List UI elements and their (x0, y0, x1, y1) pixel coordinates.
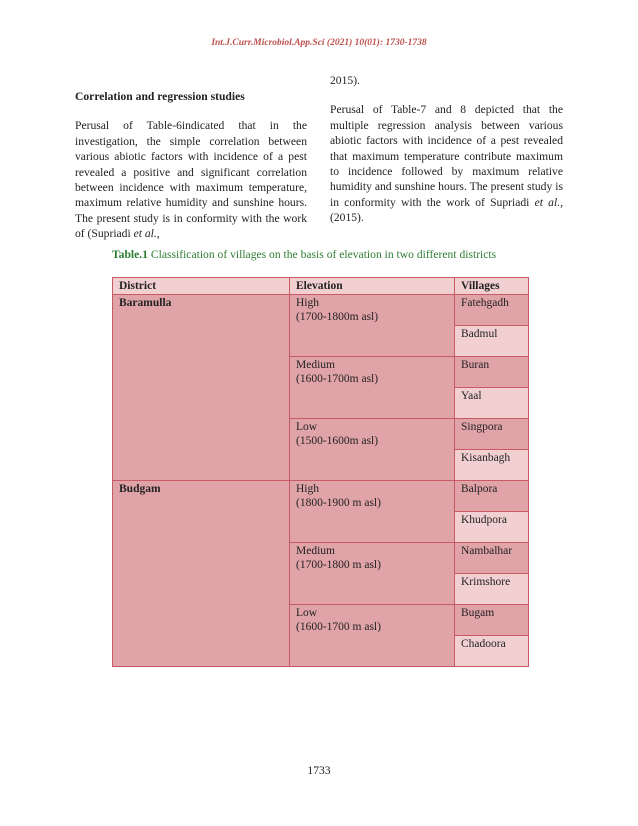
village-cell: Badmul (455, 326, 529, 357)
table-caption-text: Classification of villages on the basis of elevation in two different districts (147, 248, 497, 261)
elevation-level: High (296, 483, 319, 495)
page-number: 1733 (307, 764, 331, 777)
village-cell: Kisanbagh (455, 450, 529, 481)
elevation-cell (290, 419, 455, 481)
elevation-cell (290, 605, 455, 667)
table-row (113, 481, 529, 512)
district-cell: Baramulla (113, 295, 290, 481)
elevation-range: (1800-1900 m asl) (296, 497, 381, 509)
elevation-range: (1600-1700 m asl) (296, 621, 381, 633)
elevation-level: Low (296, 421, 318, 433)
header-elevation: Elevation (290, 278, 455, 295)
right-continuation: 2015). (330, 74, 360, 87)
header-villages: Villages (455, 278, 529, 295)
village-cell: Khudpora (455, 512, 529, 543)
elevation-level: Low (296, 607, 318, 619)
table-caption-label: Table.1 (112, 248, 148, 261)
elevation-level: Medium (296, 545, 335, 557)
village-cell: Bugam (455, 605, 529, 636)
et-al-italic: et al. (133, 227, 157, 241)
village-cell: Krimshore (455, 574, 529, 605)
et-al-italic: et al. (534, 195, 561, 209)
elevation-range: (1500-1600m asl) (296, 435, 379, 447)
table-header-row (113, 278, 529, 295)
elevation-cell (290, 543, 455, 605)
district-cell: Budgam (113, 481, 290, 667)
village-cell: Buran (455, 357, 529, 388)
table-row (113, 295, 529, 326)
village-cell: Nambalhar (455, 543, 529, 574)
left-paragraph: Perusal of Table-6indicated that in the investigation, the simple correlation between various abiotic factors with incidence of a pest revealed a positive and significant correlation between incidence with maximum temperature, maximum relative humidity and sunshine hours. The present study is in conformity with the work of (Supriadi et al., (75, 119, 307, 241)
village-cell: Chadoora (455, 636, 529, 667)
table-caption (112, 248, 542, 261)
journal-header: Int.J.Curr.Microbiol.App.Sci (2021) 10(01): 1730-1738 (211, 38, 427, 48)
left-column (75, 89, 307, 256)
section-heading: Correlation and regression studies (75, 90, 245, 103)
elevation-range: (1700-1800m asl) (296, 311, 379, 323)
right-paragraph: Perusal of Table-7 and 8 depicted that the multiple regression analysis between various abiotic factors with incidence of a pest revealed that maximum temperature contribute maximum to incidence followed by maximum relative humidity and sunshine hours. The present study is in conformity with the work of Supriadi et al., (2015). (330, 103, 563, 225)
elevation-range: (1600-1700m asl) (296, 373, 379, 385)
elevation-cell (290, 295, 455, 357)
elevation-level: Medium (296, 359, 335, 371)
village-cell: Balpora (455, 481, 529, 512)
header-district: District (113, 278, 290, 295)
elevation-range: (1700-1800 m asl) (296, 559, 381, 571)
village-classification-table (112, 277, 529, 667)
elevation-cell (290, 357, 455, 419)
elevation-cell (290, 481, 455, 543)
village-cell: Yaal (455, 388, 529, 419)
elevation-level: High (296, 297, 319, 309)
right-column (330, 73, 563, 240)
village-cell: Fatehgadh (455, 295, 529, 326)
village-cell: Singpora (455, 419, 529, 450)
